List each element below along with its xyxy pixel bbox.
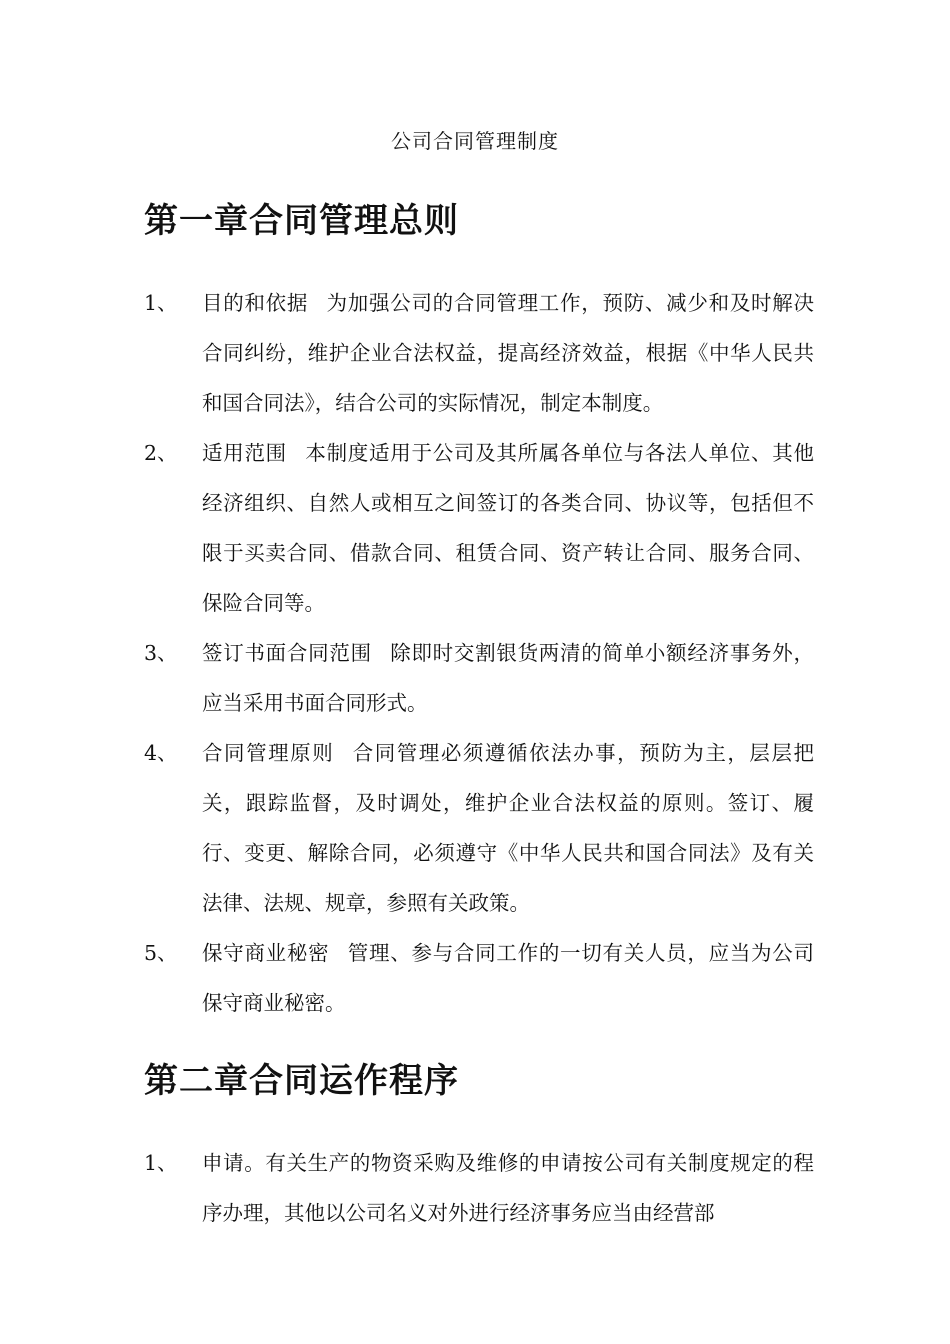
chapter-heading: 第一章合同管理总则	[144, 201, 459, 241]
clause-item	[144, 428, 814, 628]
clause-body	[202, 1138, 814, 1238]
clause-number: 3、	[144, 641, 178, 665]
chapter-heading: 第二章合同运作程序	[144, 1061, 459, 1101]
clause-body	[202, 628, 814, 728]
clause-item	[144, 628, 814, 728]
document-title: 公司合同管理制度	[391, 129, 559, 153]
clause-item	[144, 278, 814, 428]
clause-number: 5、	[144, 941, 178, 965]
clause-text: 本制度适用于公司及其所属各单位与各法人单位、其他经济组织、自然人或相互之间签订的各类合同、协议等，包括但不限于买卖合同、借款合同、租赁合同、资产转让合同、服务合同、保险合同等。	[202, 441, 815, 615]
clause-body	[202, 278, 814, 428]
clause-number: 1、	[144, 1151, 178, 1175]
clause-heading: 适用范围	[202, 441, 287, 465]
clause-body	[202, 928, 814, 1028]
clause-number: 4、	[144, 741, 178, 765]
clause-text: 除即时交割银货两清的简单小额经济事务外，应当采用书面合同形式。	[202, 641, 814, 715]
clause-item	[144, 928, 814, 1028]
clause-body	[202, 728, 814, 928]
clause-heading: 合同管理原则	[202, 741, 335, 765]
clause-text: 申请。有关生产的物资采购及维修的申请按公司有关制度规定的程序办理，其他以公司名义对外进行经济事务应当由经营部	[202, 1151, 814, 1225]
clause-item	[144, 728, 814, 928]
clause-heading: 签订书面合同范围	[202, 641, 372, 665]
clause-number: 1、	[144, 291, 178, 315]
clause-text: 为加强公司的合同管理工作，预防、减少和及时解决合同纠纷，维护企业合法权益，提高经济效益，根据《中华人民共和国合同法》，结合公司的实际情况，制定本制度。	[202, 291, 815, 415]
clause-list	[144, 278, 814, 1028]
clause-list	[144, 1138, 814, 1238]
clause-body	[202, 428, 814, 628]
clause-item	[144, 1138, 814, 1238]
clause-text: 合同管理必须遵循依法办事，预防为主，层层把关，跟踪监督，及时调处，维护企业合法权益的原则。签订、履行、变更、解除合同，必须遵守《中华人民共和国合同法》及有关法律、法规、规章，参照有关政策。	[202, 741, 815, 915]
clause-number: 2、	[144, 441, 178, 465]
clause-heading: 保守商业秘密	[202, 941, 330, 965]
clause-heading: 目的和依据	[202, 291, 309, 315]
clause-text: 管理、参与合同工作的一切有关人员，应当为公司保守商业秘密。	[202, 941, 815, 1015]
